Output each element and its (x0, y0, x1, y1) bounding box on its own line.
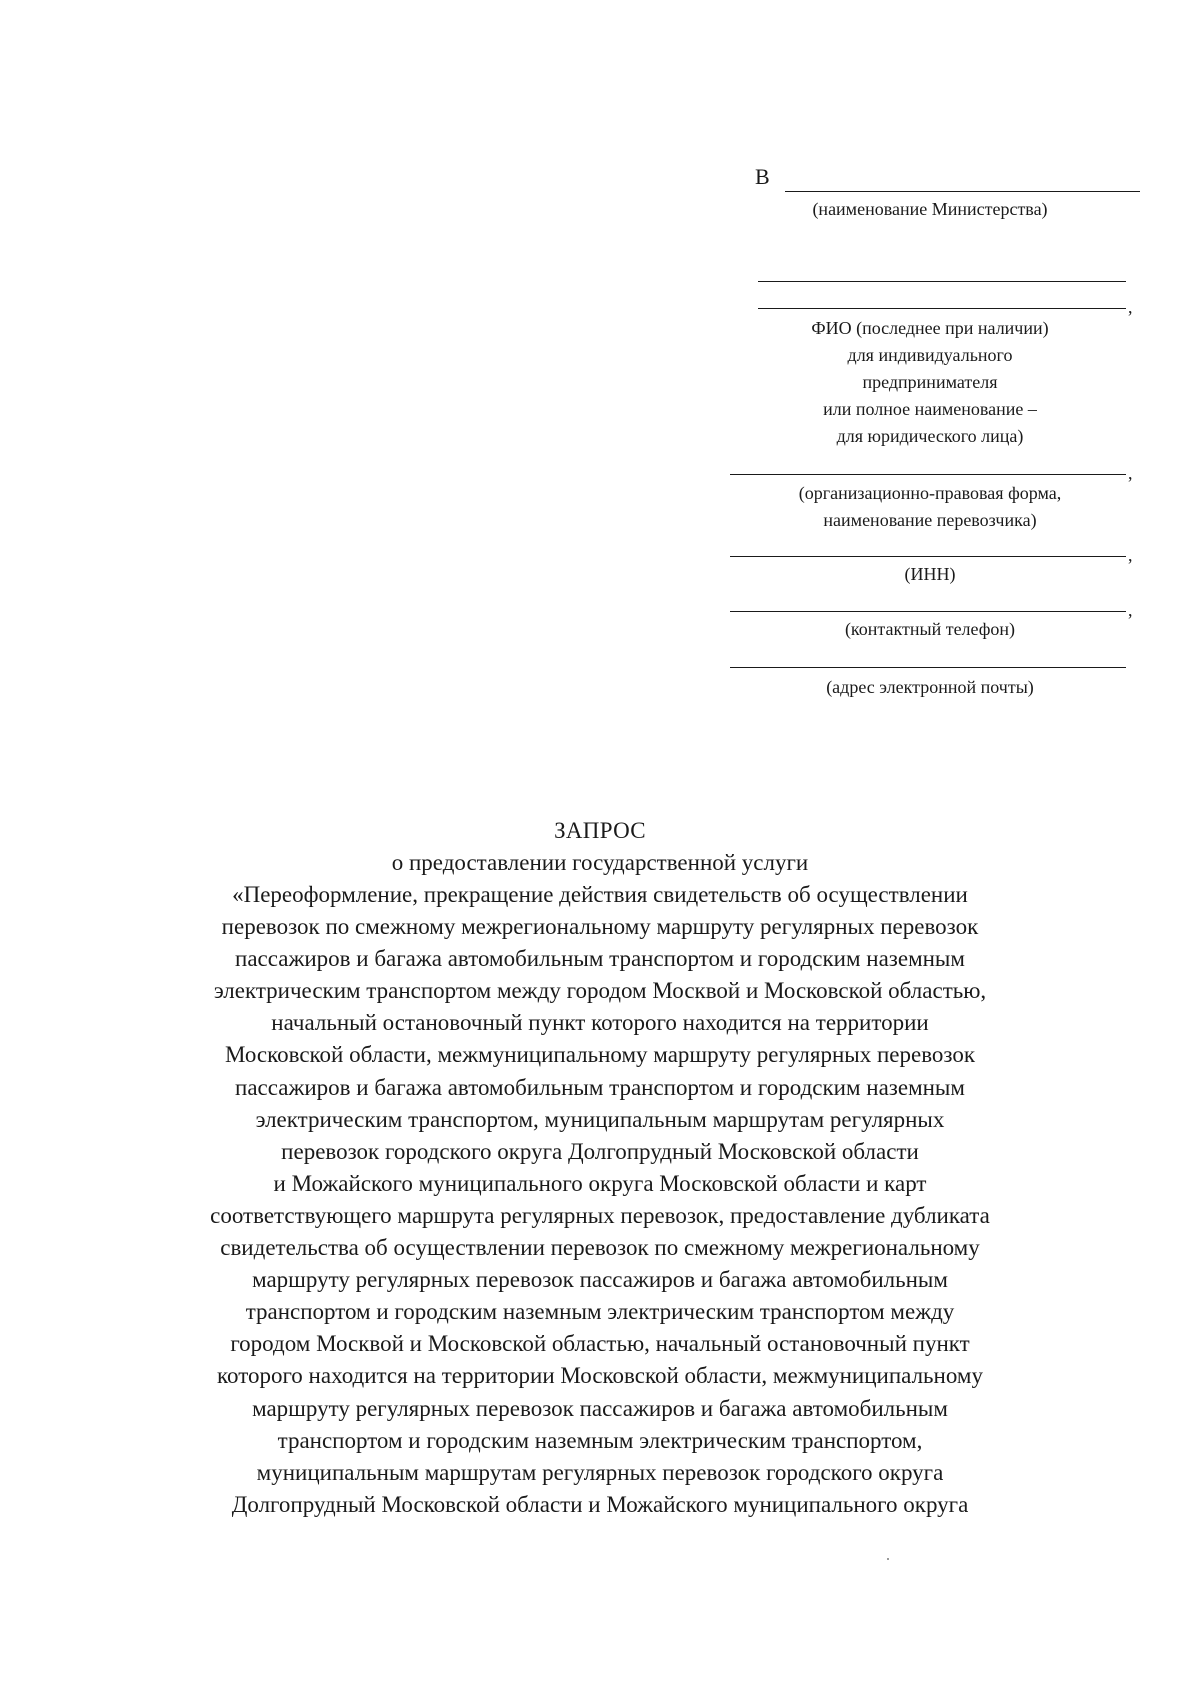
service-name-line: электрическим транспортом, муниципальным маршрутам регулярных (255, 1106, 945, 1132)
service-name-line: пассажиров и багажа автомобильным транспортом и городским наземным (235, 946, 965, 972)
applicant-caption-line: или полное наименование – (823, 399, 1037, 419)
applicant-caption-line: для юридического лица) (836, 426, 1024, 446)
phone-fill-line (730, 611, 1126, 612)
service-name-line: свидетельства об осуществлении перевозок по смежному межрегиональному (220, 1235, 980, 1261)
service-name-line: пассажиров и багажа автомобильным транспортом и городским наземным (235, 1074, 965, 1100)
applicant-caption-line: для индивидуального (847, 345, 1013, 365)
applicant-caption-line: предпринимателя (862, 372, 998, 392)
applicant-caption (720, 315, 1140, 450)
request-title: ЗАПРОС (554, 818, 646, 843)
org-form-fill-line (730, 474, 1126, 475)
email-fill-line (730, 667, 1126, 668)
recipient-row (755, 160, 1140, 194)
inn-fill-line (730, 556, 1126, 557)
email-caption: (адрес электронной почты) (826, 677, 1034, 697)
org-form-caption (720, 480, 1140, 534)
recipient-prefix: В (755, 164, 770, 189)
applicant-comma: , (1128, 297, 1133, 317)
service-name-line: транспортом и городским наземным электрическим транспортом, (277, 1427, 923, 1453)
request-subtitle: о предоставлении государственной услуги (391, 850, 809, 875)
phone-caption: (контактный телефон) (844, 619, 1016, 639)
service-name-line: Долгопрудный Московской области и Можайского муниципального округа (231, 1491, 969, 1517)
service-name-line: перевозок городского округа Долгопрудный Московской области (281, 1138, 919, 1164)
service-name-line: и Можайского муниципального округа Московской области и карт (273, 1170, 927, 1196)
service-name-line: которого находится на территории Московской области, межмуниципальному (217, 1363, 983, 1389)
org-form-comma: , (1128, 463, 1133, 483)
request-title-block (150, 815, 1050, 1521)
recipient-fill-line (785, 191, 1140, 192)
inn-caption: (ИНН) (904, 564, 956, 584)
service-name-line: начальный остановочный пункт которого находится на территории (271, 1010, 929, 1036)
service-name-line: городом Москвой и Московской областью, начальный остановочный пункт (230, 1331, 970, 1357)
service-name-line: электрическим транспортом между городом Москвой и Московской областью, (213, 978, 987, 1004)
ministry-caption: (наименование Министерства) (812, 199, 1048, 219)
service-name-line: «Переоформление, прекращение действия свидетельств об осуществлении (232, 882, 968, 907)
applicant-fill-line-1 (758, 281, 1126, 282)
service-name-line: маршруту регулярных перевозок пассажиров и багажа автомобильным (252, 1395, 948, 1421)
applicant-caption-line: ФИО (последнее при наличии) (811, 318, 1049, 338)
service-name (150, 879, 1050, 1521)
org-form-caption-line: (организационно-правовая форма, (798, 483, 1062, 503)
service-name-line: перевозок по смежному межрегиональному маршруту регулярных перевозок (221, 914, 979, 940)
service-name-line: транспортом и городским наземным электрическим транспортом между (245, 1299, 955, 1325)
applicant-fill-line-2 (758, 308, 1126, 309)
service-name-line: муниципальным маршрутам регулярных перевозок городского округа (256, 1459, 944, 1485)
service-name-line: маршруту регулярных перевозок пассажиров и багажа автомобильным (252, 1267, 948, 1293)
scan-speck (887, 1558, 889, 1560)
inn-comma: , (1128, 545, 1133, 565)
service-name-line: соответствующего маршрута регулярных перевозок, предоставление дубликата (210, 1202, 990, 1228)
service-name-line: Московской области, межмуниципальному маршруту регулярных перевозок (224, 1042, 976, 1068)
phone-comma: , (1128, 600, 1133, 620)
org-form-caption-line: наименование перевозчика) (823, 510, 1037, 530)
